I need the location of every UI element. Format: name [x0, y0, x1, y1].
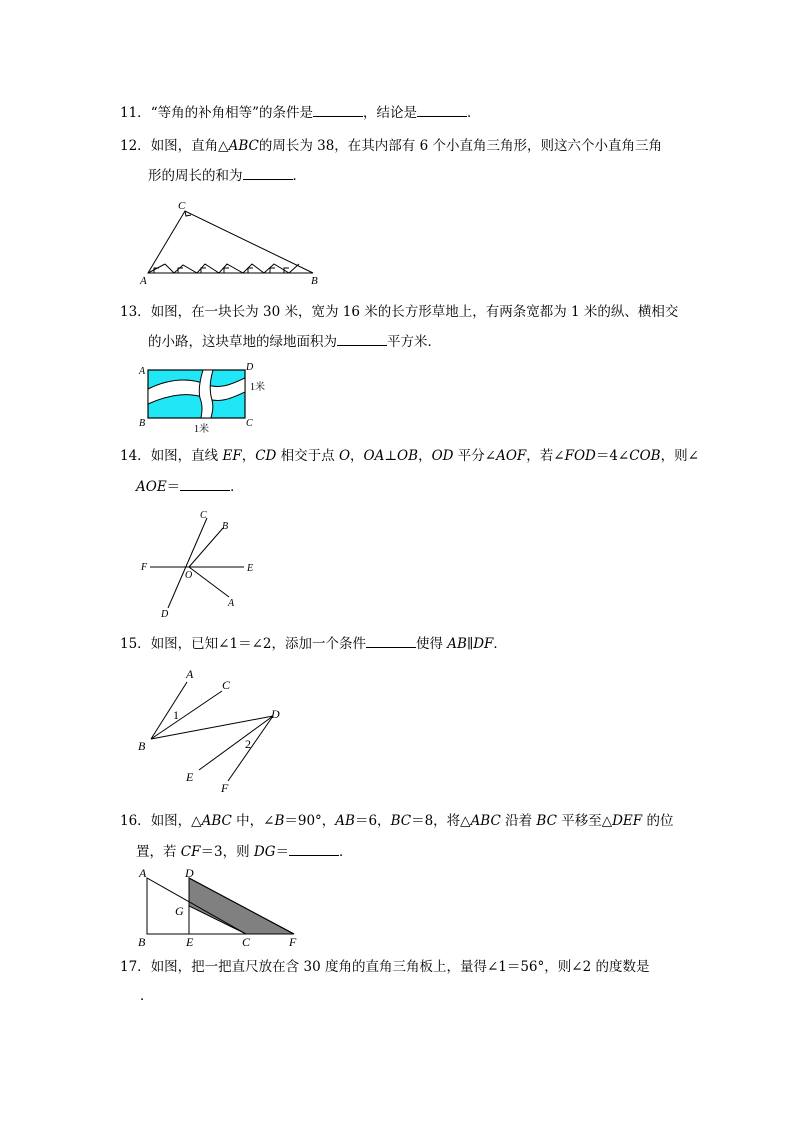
- point-label: B: [139, 418, 146, 429]
- math-label: ABC: [201, 813, 232, 829]
- question-number: 16．: [120, 813, 151, 829]
- math-label: DEF: [612, 813, 643, 829]
- math-label: FOD: [564, 448, 596, 464]
- question-number: 17．: [120, 959, 151, 975]
- question-text: 形的周长的和为: [148, 168, 243, 184]
- point-label: C: [242, 935, 251, 949]
- question-text: 平方米．: [387, 334, 441, 350]
- math-label: AB∥DF: [447, 636, 494, 652]
- math-label: CF: [180, 844, 201, 860]
- math-label: ABC: [470, 813, 501, 829]
- math-label: B: [274, 813, 285, 829]
- question-text: 如图，△: [150, 813, 202, 829]
- question-text: 置，若: [136, 844, 181, 860]
- width-label: 1米: [194, 424, 209, 435]
- question-text: ，若∠: [526, 448, 565, 464]
- math-label: O: [338, 448, 351, 464]
- question-text: 的周长为 38，在其内部有 6 个小直角三角形，则这六个小直角三角: [258, 138, 662, 154]
- point-label: G: [175, 904, 184, 918]
- question-text: ，: [350, 448, 364, 464]
- question-text: ＝: [166, 479, 181, 495]
- point-label: F: [289, 935, 297, 949]
- angle-label: 1: [173, 708, 179, 722]
- point-label: E: [247, 563, 254, 574]
- point-label: C: [246, 418, 253, 429]
- question-text: ．: [467, 105, 481, 121]
- question-text: ＝4∠: [595, 448, 630, 464]
- math-label: BC: [390, 813, 412, 829]
- point-label: C: [222, 678, 231, 692]
- question-text: ＝: [275, 844, 289, 860]
- point-label: F: [221, 781, 229, 795]
- point-label: D: [246, 362, 254, 373]
- math-label: CD: [255, 448, 277, 464]
- point-label: E: [186, 935, 194, 949]
- question-text: ，结论是: [363, 105, 417, 121]
- point-label: C: [200, 510, 207, 521]
- question-text: ，则∠: [660, 448, 699, 464]
- question-text: “等角的补角相等”的条件是: [150, 105, 313, 121]
- point-label: O: [185, 570, 193, 581]
- question-text: ，: [241, 448, 256, 464]
- math-label: DG: [253, 844, 276, 860]
- question-text: 平移至△: [556, 813, 613, 829]
- question-17-line-2: [140, 987, 154, 1005]
- point-label: A: [228, 598, 235, 609]
- question-text: 相交于点: [276, 448, 339, 464]
- question-text: 如图，把一把直尺放在含 30 度角的直角三角板上，量得∠1＝56°，则∠2 的度数是: [150, 959, 650, 975]
- width-label: 1米: [250, 382, 265, 393]
- question-text: ．: [292, 168, 306, 184]
- question-17-line-1: [120, 958, 649, 976]
- angle-label: 2: [245, 737, 251, 751]
- question-text: ，: [418, 448, 432, 464]
- math-label: BC: [536, 813, 557, 829]
- question-text: ．: [230, 479, 244, 495]
- question-text: 中，∠: [231, 813, 275, 829]
- question-number: 15．: [120, 636, 151, 652]
- point-label: C: [178, 200, 186, 212]
- point-label: A: [139, 866, 147, 880]
- point-label: B: [138, 739, 146, 753]
- point-label: B: [311, 275, 318, 287]
- math-label: AOF: [496, 448, 527, 464]
- math-label: OD: [431, 448, 454, 464]
- point-label: B: [222, 521, 229, 532]
- question-text: 的小路，这块草地的绿地面积为: [148, 334, 337, 350]
- question-text: 的位: [642, 813, 674, 829]
- math-label: AOE: [136, 479, 167, 495]
- question-text: 如图，已知∠1＝∠2，添加一个条件: [150, 636, 366, 652]
- question-text: ．: [140, 988, 154, 1004]
- question-number: 13．: [120, 304, 151, 320]
- question-text: ＝90°，: [284, 813, 336, 829]
- point-label: F: [141, 562, 148, 573]
- question-text: 平分∠: [453, 448, 497, 464]
- point-label: D: [161, 609, 169, 620]
- question-text: 如图，直线: [150, 448, 223, 464]
- point-label: A: [140, 275, 147, 287]
- point-label: B: [138, 935, 146, 949]
- question-text: 如图，直角△: [150, 138, 229, 154]
- math-label: COB: [629, 448, 661, 464]
- point-label: A: [186, 667, 194, 681]
- question-number: 14．: [120, 448, 151, 464]
- question-text: ．: [493, 636, 507, 652]
- point-label: D: [185, 866, 194, 880]
- question-number: 12．: [120, 138, 151, 154]
- point-label: D: [271, 707, 280, 721]
- math-label: OA⊥OB: [363, 448, 419, 464]
- question-text: 沿着: [500, 813, 537, 829]
- question-text: 使得: [416, 636, 448, 652]
- question-text: 如图，在一块长为 30 米，宽为 16 米的长方形草地上，有两条宽都为 1 米的纵、横相交: [150, 304, 679, 320]
- point-label: A: [139, 366, 146, 377]
- question-text: ＝3，则: [200, 844, 254, 860]
- math-label: AB: [335, 813, 355, 829]
- math-label: EF: [222, 448, 242, 464]
- point-label: E: [186, 770, 194, 784]
- math-label: ABC: [228, 138, 259, 154]
- question-text: ＝8，将△: [411, 813, 471, 829]
- question-text: ．: [339, 844, 353, 860]
- question-text: ＝6，: [354, 813, 391, 829]
- question-number: 11．: [120, 105, 151, 121]
